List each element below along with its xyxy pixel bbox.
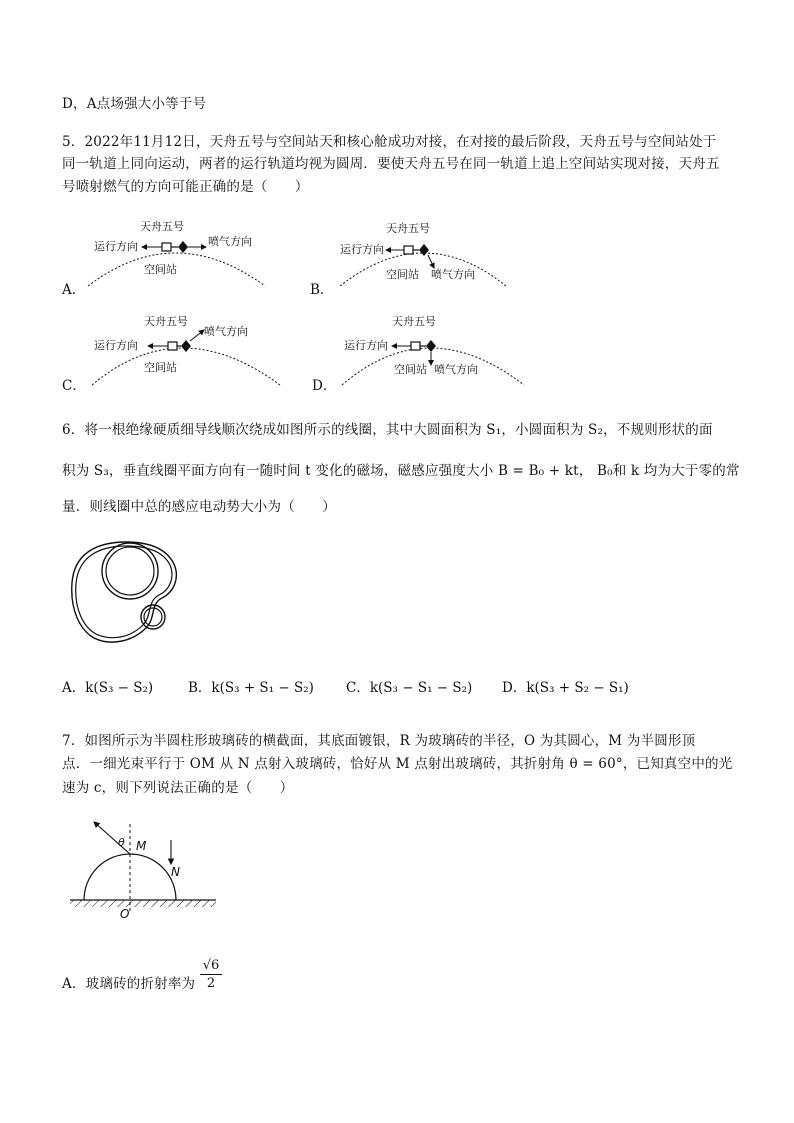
label-tianzhou: 天舟五号 — [386, 222, 430, 235]
label-tianzhou: 天舟五号 — [392, 315, 436, 328]
q4-option-d: D，A点场强大小等于号 — [62, 96, 207, 112]
q7-glass-figure — [68, 812, 218, 922]
station-box — [162, 243, 171, 251]
q5-line-2: 同一轨道上同向运动，两者的运行轨道均视为圆周．要使天舟五号在同一轨道上追上空间站实现对接，天舟五 — [62, 156, 720, 172]
q5-option-d-label: D． — [312, 378, 337, 394]
label-n: N — [171, 865, 180, 879]
station-box — [168, 342, 177, 350]
q7-option-a-fraction — [200, 958, 222, 991]
q6-answer-c: C．k(S₃ − S₁ − S₂) — [346, 680, 473, 696]
irregular-loop-inner — [76, 546, 172, 638]
label-station: 空间站 — [394, 363, 427, 376]
q6-line-3: 量．则线圈中总的感应电动势大小为（ ） — [62, 499, 336, 515]
q5-option-c-label: C． — [62, 378, 86, 394]
label-exhaust: 喷气方向 — [204, 325, 248, 338]
q6-line-2: 积为 S₃，垂直线圈平面方向有一随时间 t 变化的磁场，磁感应强度大小 B = B₀ + kt， B₀和 k 均为大于零的常 — [62, 463, 740, 479]
station-box — [404, 246, 413, 254]
label-tianzhou: 天舟五号 — [144, 315, 188, 328]
label-direction: 运行方向 — [94, 240, 138, 253]
q6-answer-d: D．k(S₃ + S₂ − S₁) — [502, 680, 629, 696]
silvered-base-hatch — [70, 900, 216, 907]
label-o: O — [120, 907, 130, 921]
orbit-arc — [92, 348, 280, 385]
q5-diagram-c — [88, 313, 288, 383]
q5-diagram-a — [80, 218, 280, 288]
q7-option-a — [62, 972, 195, 992]
label-exhaust: 喷气方向 — [431, 268, 475, 281]
q5-option-a-label: A． — [62, 282, 86, 298]
label-direction: 运行方向 — [344, 339, 388, 352]
q7-line-3: 速为 c，则下列说法正确的是（ ） — [62, 780, 294, 796]
q5-line-3: 号喷射燃气的方向可能正确的是（ ） — [62, 179, 309, 195]
label-station: 空间站 — [144, 263, 177, 276]
q6-line-1: 6．将一根绝缘硬质细导线顺次绕成如图所示的线圈，其中大圆面积为 S₁，小圆面积为 S₂，不规则形状的面 — [62, 422, 713, 438]
q7-line-2: 点．一细光束平行于 OM 从 N 点射入玻璃砖，恰好从 M 点射出玻璃砖，其折射角 θ = 60°，已知真空中的光 — [62, 756, 733, 772]
big-circle-outer — [102, 543, 158, 599]
q6-answer-a: A．k(S₃ − S₂) — [62, 680, 154, 696]
label-direction: 运行方向 — [340, 243, 384, 256]
label-theta: θ — [118, 836, 125, 849]
q6-answer-b: B．k(S₃ + S₁ − S₂) — [188, 680, 314, 696]
label-station: 空间站 — [386, 268, 419, 281]
label-station: 空间站 — [144, 361, 177, 374]
exhaust-arrow — [428, 255, 434, 268]
fraction-numerator: √6 — [200, 958, 222, 975]
exhaust-arrow — [190, 330, 204, 341]
fraction-denominator: 2 — [206, 976, 216, 991]
label-exhaust: 喷气方向 — [434, 363, 478, 376]
q5-diagram-d — [338, 313, 538, 383]
label-exhaust: 喷气方向 — [208, 235, 252, 248]
q5-line-1: 5．2022年11月12日，天舟五号与空间站天和核心舱成功对接，在对接的最后阶段，天舟五号与空间站处于 — [62, 134, 717, 150]
q6-coil-figure — [66, 538, 186, 648]
q5-diagram-b — [334, 218, 534, 288]
orbit-arc — [340, 253, 506, 286]
label-m: M — [136, 839, 147, 853]
tianzhou-diamond — [426, 340, 436, 352]
label-tianzhou: 天舟五号 — [140, 220, 184, 233]
orbit-arc — [342, 348, 524, 385]
tianzhou-diamond — [419, 244, 429, 256]
q7-line-1: 7．如图所示为半圆柱形玻璃砖的横截面，其底面镀银，R 为玻璃砖的半径，O 为其圆心，M 为半圆形顶 — [62, 733, 696, 749]
label-direction: 运行方向 — [94, 339, 138, 352]
q5-option-b-label: B． — [310, 282, 334, 298]
big-circle-inner — [106, 547, 154, 595]
q7-option-a-text: A．玻璃砖的折射率为 — [62, 976, 196, 992]
tianzhou-diamond — [178, 241, 188, 253]
tianzhou-diamond — [181, 340, 191, 352]
station-box — [411, 342, 420, 350]
